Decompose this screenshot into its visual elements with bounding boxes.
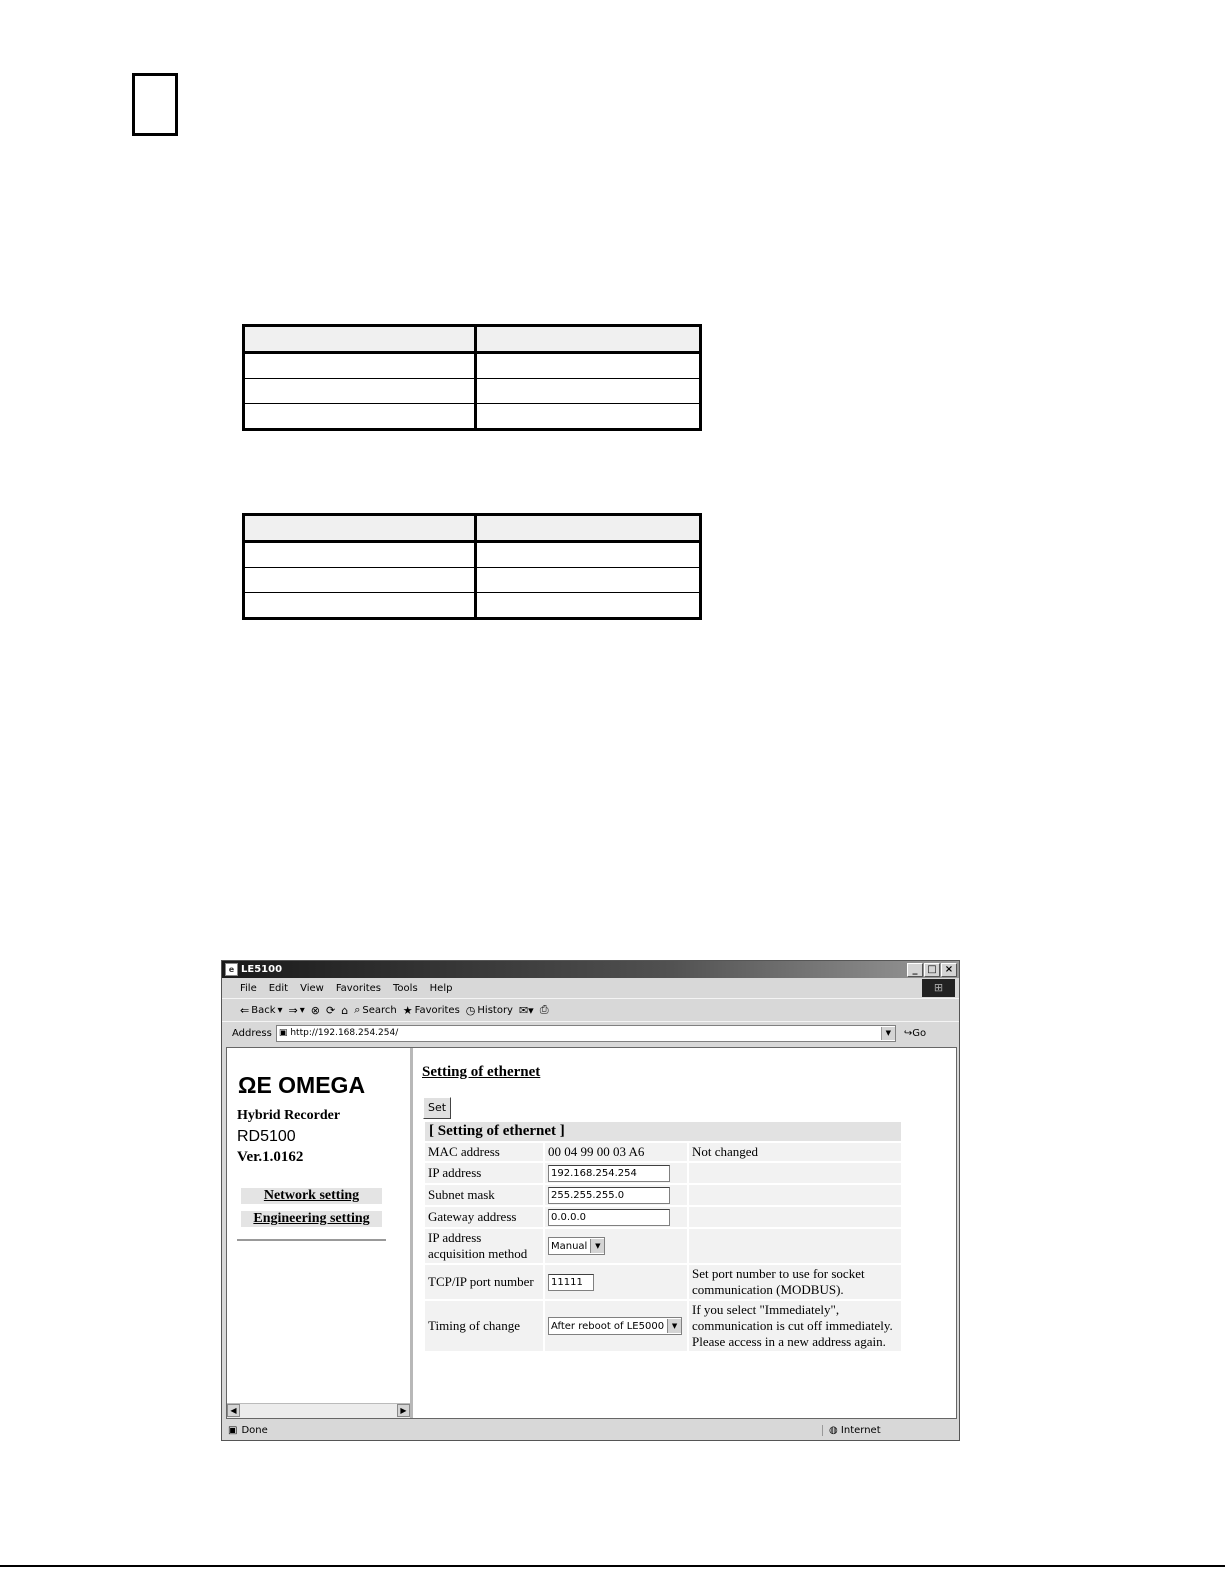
search-label: Search (362, 1004, 397, 1016)
chevron-down-icon: ▼ (590, 1239, 604, 1253)
address-label: Address (232, 1027, 272, 1039)
nav-network-setting[interactable]: Network setting (241, 1188, 382, 1204)
omega-logo: ΩE OMEGA (238, 1072, 366, 1098)
port-number-input[interactable]: 11111 (548, 1274, 594, 1291)
nav-divider (237, 1239, 386, 1241)
history-button[interactable] (466, 1004, 513, 1017)
refresh-icon[interactable]: ⟳ (326, 1003, 336, 1017)
page-title: Setting of ethernet (422, 1064, 541, 1080)
chevron-down-icon: ▾ (277, 1004, 283, 1016)
go-button[interactable] (904, 1028, 926, 1039)
search-button[interactable] (354, 1003, 397, 1017)
menu-favorites[interactable]: Favorites (335, 982, 382, 994)
table-row (425, 1265, 901, 1299)
left-frame (227, 1048, 413, 1418)
horizontal-scrollbar[interactable] (227, 1403, 410, 1418)
product-line: Hybrid Recorder (237, 1108, 341, 1123)
timing-of-change-value: After reboot of LE5000 (551, 1320, 665, 1332)
acquisition-method-note (689, 1229, 901, 1263)
page-bottom-rule (0, 1565, 1225, 1567)
chevron-down-icon: ▼ (667, 1319, 681, 1333)
table-row (425, 1301, 901, 1351)
timing-of-change-select[interactable] (548, 1317, 682, 1335)
section-header: [ Setting of ethernet ] (425, 1122, 901, 1141)
gateway-address-label: Gateway address (425, 1207, 543, 1227)
subnet-mask-note (689, 1185, 901, 1205)
mac-address-note: Not changed (689, 1143, 901, 1161)
menu-view[interactable]: View (300, 982, 324, 994)
address-dropdown-icon[interactable]: ▼ (881, 1027, 895, 1040)
close-button[interactable]: × (941, 963, 957, 977)
ip-address-note (689, 1163, 901, 1183)
page-icon: ▣ (278, 1028, 288, 1038)
nav-engineering-setting[interactable]: Engineering setting (241, 1211, 382, 1227)
home-icon[interactable]: ⌂ (341, 1003, 349, 1017)
ethernet-settings-table (423, 1120, 903, 1353)
go-arrow-icon: ↪ (903, 1027, 913, 1039)
maximize-button[interactable]: □ (924, 963, 940, 977)
go-label: Go (912, 1027, 927, 1039)
gateway-address-note (689, 1207, 901, 1227)
history-label: History (477, 1004, 513, 1016)
right-frame (413, 1048, 956, 1418)
mac-address-label: MAC address (425, 1143, 543, 1161)
set-button[interactable]: Set (423, 1097, 451, 1119)
page-icon: ▣ (228, 1424, 238, 1436)
globe-icon: ◍ (829, 1424, 838, 1436)
table-row (425, 1229, 901, 1263)
title-bar (222, 961, 959, 978)
version: Ver.1.0162 (237, 1149, 304, 1165)
address-input[interactable] (276, 1025, 896, 1042)
forward-arrow-icon: ⇒ (288, 1003, 298, 1017)
status-bar (222, 1420, 959, 1440)
print-icon[interactable]: ⎙ (539, 1003, 549, 1016)
minimize-button[interactable]: _ (907, 963, 923, 977)
menu-tools[interactable]: Tools (393, 982, 418, 994)
chapter-tab-box (132, 73, 178, 136)
back-arrow-icon: ⇐ (240, 1003, 250, 1017)
search-icon: ⌕ (354, 1003, 361, 1016)
ie-icon: e (225, 963, 238, 976)
menu-edit[interactable]: Edit (268, 982, 289, 994)
chevron-down-icon: ▾ (299, 1004, 305, 1016)
stop-icon[interactable]: ⊗ (310, 1003, 320, 1017)
acquisition-method-value: Manual (551, 1240, 588, 1252)
favorites-button[interactable] (403, 1004, 460, 1017)
ip-address-label: IP address (425, 1163, 543, 1183)
favorites-icon: ★ (402, 1003, 413, 1017)
browser-window (221, 960, 960, 1441)
mail-icon[interactable]: ✉▾ (518, 1003, 534, 1017)
acquisition-method-select[interactable] (548, 1237, 605, 1255)
scroll-right-icon[interactable]: ▶ (397, 1404, 410, 1417)
address-url: http://192.168.254.254/ (290, 1028, 399, 1038)
blank-table-2 (242, 513, 702, 620)
toolbar (222, 998, 959, 1021)
port-number-note: Set port number to use for socket communication (MODBUS). (689, 1265, 901, 1299)
menu-help[interactable]: Help (429, 982, 453, 994)
zone-indicator (822, 1425, 949, 1436)
windows-logo-icon: ⊞ (922, 979, 955, 997)
forward-button[interactable] (289, 1004, 305, 1017)
subnet-mask-label: Subnet mask (425, 1185, 543, 1205)
ip-address-input[interactable]: 192.168.254.254 (548, 1165, 670, 1182)
window-title: LE5100 (241, 964, 283, 975)
favorites-label: Favorites (414, 1004, 460, 1016)
zone-text: Internet (840, 1424, 881, 1436)
table-row (425, 1207, 901, 1227)
model-name: RD5100 (237, 1128, 296, 1145)
timing-of-change-note: If you select "Immediately", communication is cut off immediately. Please access in a new address again. (689, 1301, 901, 1351)
history-icon: ◷ (465, 1003, 476, 1017)
menu-file[interactable]: File (240, 982, 257, 994)
page-content (226, 1047, 957, 1419)
blank-table-1 (242, 324, 702, 431)
table-row (425, 1143, 901, 1161)
status-text: Done (241, 1424, 268, 1436)
back-button[interactable] (240, 1004, 283, 1017)
port-number-label: TCP/IP port number (425, 1265, 543, 1299)
menu-bar (222, 978, 959, 998)
subnet-mask-input[interactable]: 255.255.255.0 (548, 1187, 670, 1204)
timing-of-change-label: Timing of change (425, 1301, 543, 1351)
table-row (425, 1163, 901, 1183)
gateway-address-input[interactable]: 0.0.0.0 (548, 1209, 670, 1226)
scroll-left-icon[interactable]: ◀ (227, 1404, 240, 1417)
table-row (425, 1185, 901, 1205)
acquisition-method-label: IP address acquisition method (425, 1229, 543, 1263)
mac-address-value: 00 04 99 00 03 A6 (545, 1143, 687, 1161)
back-label: Back (251, 1004, 276, 1016)
address-bar (222, 1021, 959, 1044)
